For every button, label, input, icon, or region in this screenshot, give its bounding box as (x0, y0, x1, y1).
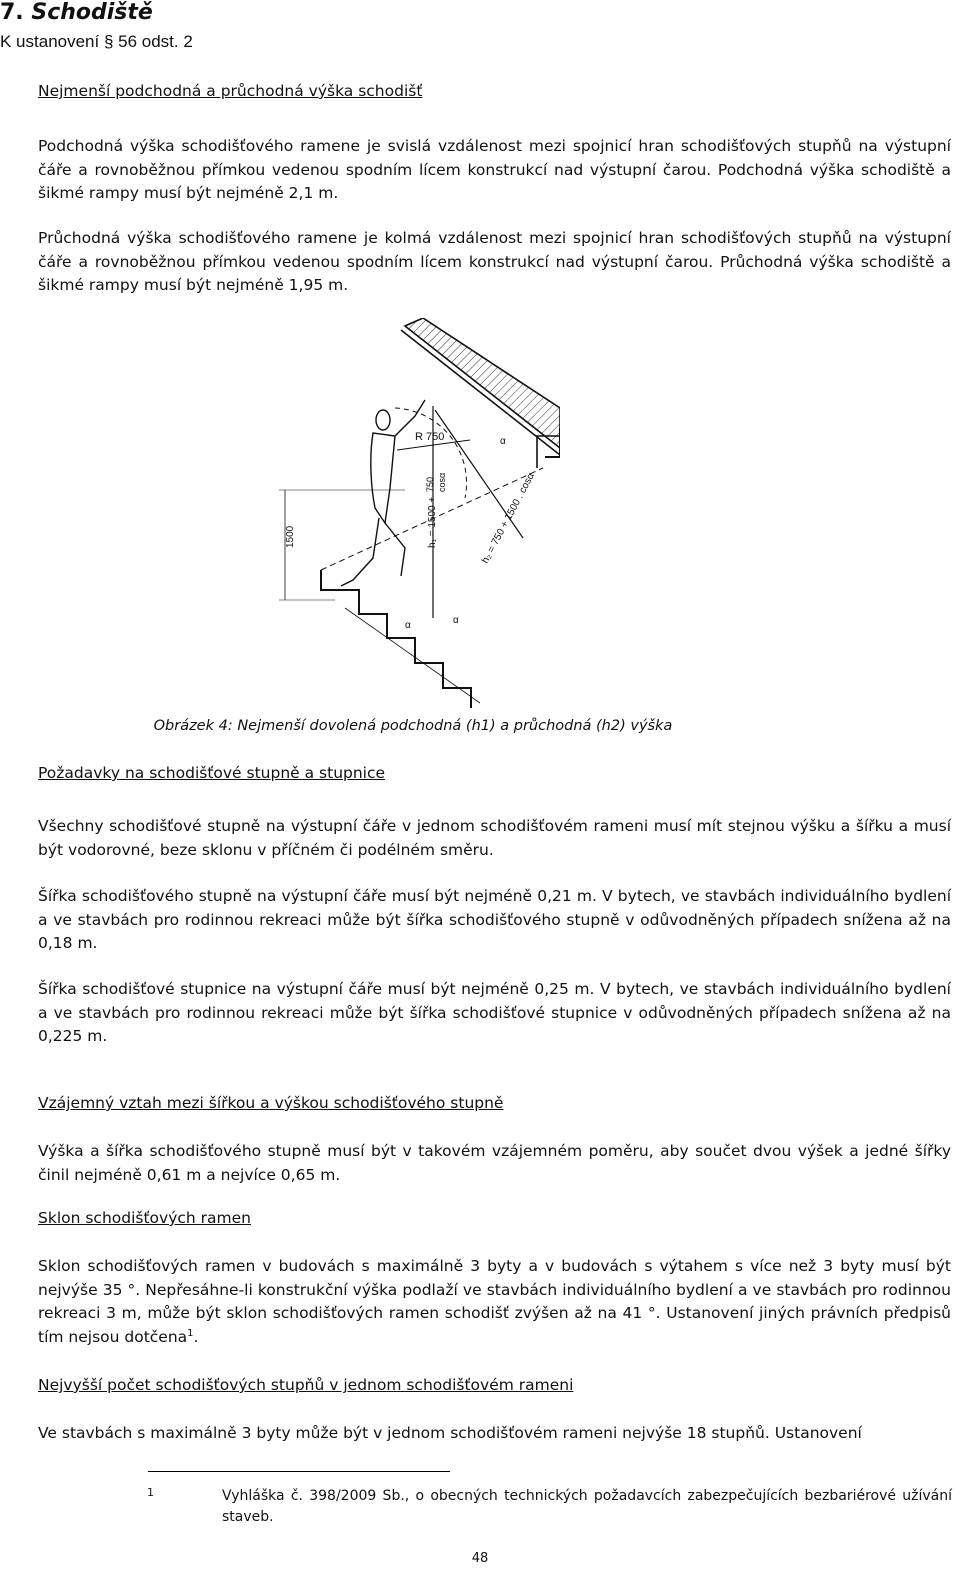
paragraph-pruchodna: Průchodná výška schodišťového ramene je kolmá vzdálenost mezi spojnicí hran schodišťových stupňů na výstupní čáře a rovnoběžnou přímkou vedenou spodním lícem konstrukcí nad výstupní čarou. Průchodná výška schodiště a šikmé rampy musí být nejméně 1,95 m. (38, 229, 951, 294)
label-h2: h₂ = 750 + 1500 . cosα (479, 471, 537, 566)
heading-requirements: Požadavky na schodišťové stupně a stupnice (38, 764, 386, 782)
heading-min-height: Nejmenší podchodná a průchodná výška schodišť (38, 82, 423, 100)
paragraph-all-steps: Všechny schodišťové stupně na výstupní čáře v jednom schodišťovém rameni musí mít stejnou výšku a šířku a musí být vodorovné, beze sklonu v příčném či podélném směru. (38, 817, 951, 859)
label-r: R 750 (415, 431, 445, 443)
heading-slope: Sklon schodišťových ramen (38, 1209, 251, 1227)
label-h1: h₁ = 1500 + (427, 496, 438, 548)
page-number: 48 (471, 1551, 489, 1566)
label-h1-num: 750 (425, 476, 435, 492)
paragraph-relation: Výška a šířka schodišťového stupně musí být v takovém vzájemném poměru, aby součet dvou výšek a jedné šířky činil nejméně 0,61 m a nejvíce 0,65 m. (38, 1142, 951, 1184)
paragraph-max-steps: Ve stavbách s maximálně 3 byty může být v jednom schodišťovém rameni nejvýše 18 stupňů. Ustanovení (38, 1424, 862, 1442)
label-alpha-bottom: α (453, 615, 459, 626)
lower-stair (321, 570, 471, 708)
paragraph-step-width: Šířka schodišťového stupně na výstupní čáře musí být nejméně 0,21 m. V bytech, ve stavbách individuálního bydlení a ve stavbách pro rodinnou rekreaci může být šířka schodišťového stupně v odůvodněných případech snížena až na 0,18 m. (38, 887, 951, 952)
heading-max-steps: Nejvyšší počet schodišťových stupňů v jednom schodišťovém rameni (38, 1376, 574, 1394)
ceiling-slab (405, 318, 560, 448)
paragraph-slope-end: . (193, 1327, 199, 1346)
paragraph-tread-width: Šířka schodišťové stupnice na výstupní čáře musí být nejméně 0,25 m. V bytech, ve stavbách individuálního bydlení a ve stavbách pro rodinnou rekreaci může být šířka schodišťové stupnice v odůvodněných případech snížena až na 0,225 m. (38, 980, 951, 1045)
footnote-separator (148, 1471, 450, 1472)
section-title (0, 0, 153, 25)
person-figure (341, 400, 425, 586)
heading-relation: Vzájemný vztah mezi šířkou a výškou schodišťového stupně (38, 1094, 504, 1112)
paragraph-slope-text: Sklon schodišťových ramen v budovách s maximálně 3 byty a v budovách s výtahem s více než 3 byty musí být nejvýše 35 °. Nepřesáhne-li konstrukční výška podlaží ve stavbách individuálního bydlení a ve stavbách pro rodinnou rekreaci 3 m, může být sklon schodišťových ramen schodišť zvýšen až na 41 °. Ustanovení jiných právních předpisů tím nejsou dotčena (38, 1257, 951, 1346)
footnote-ref[interactable]: 1 (187, 1327, 194, 1339)
paragraph-podchodna: Podchodná výška schodišťového ramene je svislá vzdálenost mezi spojnicí hran schodišťových stupňů na výstupní čáře a rovnoběžnou přímkou vedenou spodním lícem konstrukcí nad výstupní čarou. Podchodná výška schodiště a šikmé rampy musí být nejméně 2,1 m. (38, 137, 951, 202)
stair-height-figure (275, 318, 560, 708)
section-subtitle: K ustanovení § 56 odst. 2 (0, 32, 193, 51)
nosing-line-lower (345, 608, 480, 703)
footnote-number: 1 (147, 1486, 154, 1499)
label-alpha-step: α (405, 620, 411, 631)
section-number: 7. (0, 0, 24, 25)
footnote-text: Vyhláška č. 398/2009 Sb., o obecných technických požadavcích zabezpečujících bezbariérové užívání staveb. (222, 1488, 952, 1525)
label-h1-den: cosα (437, 472, 447, 492)
label-1500: 1500 (285, 525, 296, 548)
section-title-text: Schodiště (31, 0, 153, 25)
label-alpha-top: α (500, 436, 506, 447)
paragraph-slope (38, 1255, 951, 1349)
figure-caption: Obrázek 4: Nejmenší dovolená podchodná (h1) a průchodná (h2) výška (153, 718, 673, 734)
